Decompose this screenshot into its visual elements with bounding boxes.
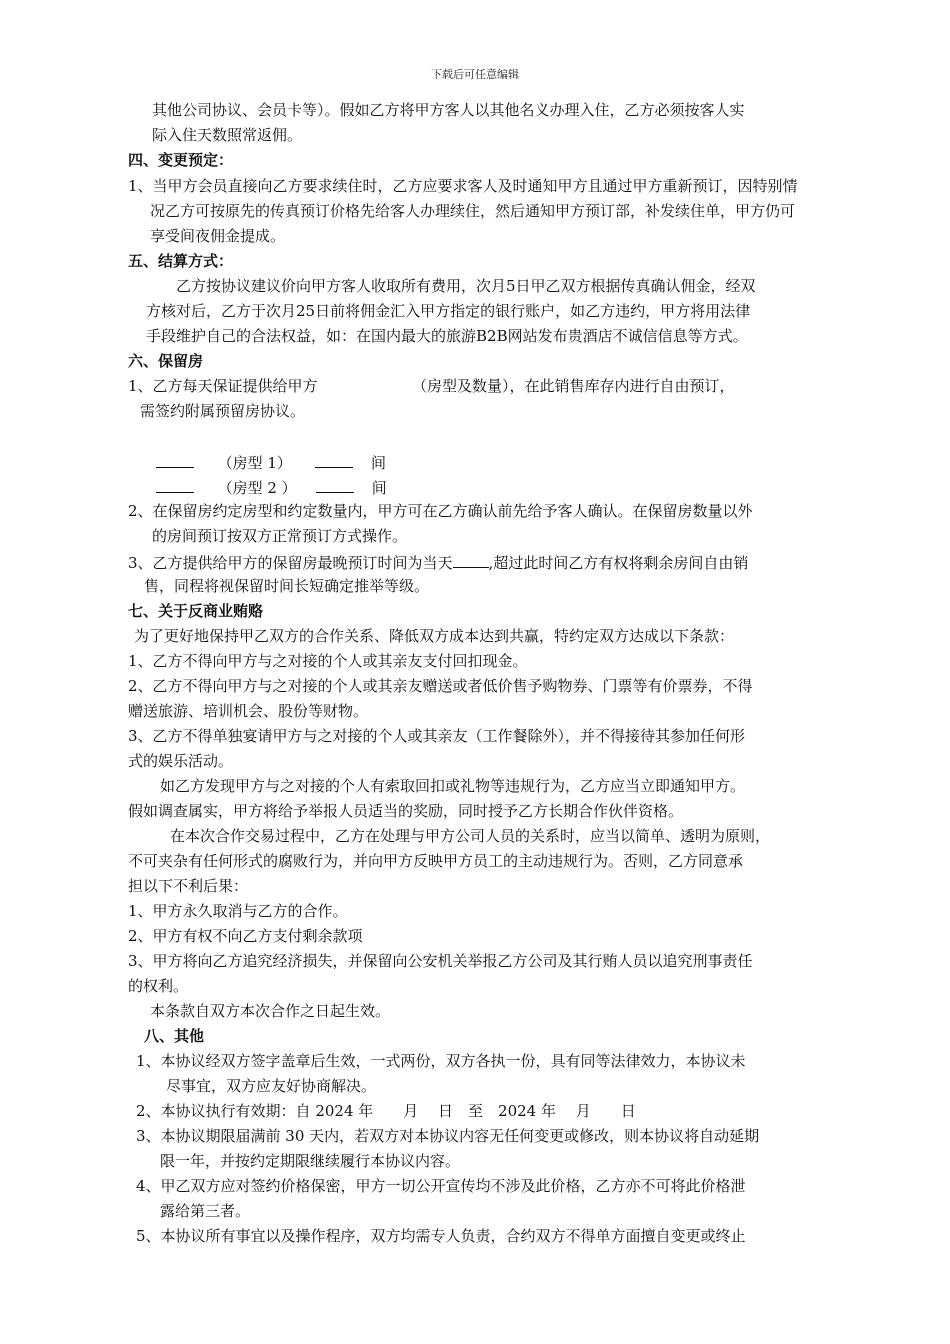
para-line: （房型及数量），在此销售库存内进行自由预订，: [412, 377, 735, 395]
para-line: 露给第三者。: [160, 1202, 251, 1220]
para-line: 1、本协议经双方签字盖章后生效，一式两份，双方各执一份，具有同等法律效力，本协议未: [136, 1052, 746, 1070]
blank-field[interactable]: [453, 551, 489, 568]
section-heading: 五、结算方式：: [128, 252, 234, 270]
para-line: 2、乙方不得向甲方与之对接的个人或其亲友赠送或者低价售予购物券、门票等有价票券，不得: [128, 677, 753, 695]
para-line: 的房间预订按双方正常预订方式操作。: [152, 527, 408, 545]
para-line: 担以下不利后果：: [128, 877, 249, 895]
unit-label: 间: [371, 479, 387, 497]
para-line: 况乙方可按原先的传真预订价格先给客人办理续住，然后通知甲方预订部，补发续住单，甲方仍可: [150, 202, 796, 220]
para-line: 在本次合作交易过程中，乙方在处理与甲方公司人员的关系时，应当以简单、透明为原则，: [170, 827, 771, 845]
para-line: 1、当甲方会员直接向乙方要求续住时，乙方应要求客人及时通知甲方且通过甲方重新预订，因特别情: [128, 177, 798, 195]
para-line: 1、乙方不得向甲方与之对接的个人或其亲友支付回扣现金。: [128, 652, 528, 670]
para-line: 售，同程将视保留时间长短确定推举等级。: [144, 577, 430, 595]
para-line: 1、甲方永久取消与乙方的合作。: [128, 902, 348, 920]
para-line: 本条款自双方本次合作之日起生效。: [150, 1002, 391, 1020]
para-line: 际入住天数照常返佣。: [152, 126, 303, 144]
para-line: 1、乙方每天保证提供给甲方: [128, 377, 318, 395]
para-line: 5、本协议所有事宜以及操作程序，双方均需专人负责，合约双方不得单方面擅自变更或终止: [136, 1227, 746, 1245]
para-line: 其他公司协议、会员卡等）。假如乙方将甲方客人以其他名义办理入住，乙方必须按客人实: [152, 101, 745, 119]
para-line: 尽事宜，双方应友好协商解决。: [166, 1077, 377, 1095]
para-line: 享受间夜佣金提成。: [150, 227, 286, 245]
para-line: 如乙方发现甲方与之对接的个人有索取回扣或礼物等违规行为，乙方应当立即通知甲方。: [160, 777, 746, 795]
blank-field[interactable]: [156, 476, 194, 493]
section-heading: 四、变更预定：: [128, 151, 234, 169]
room-type-label: （房型 1）: [217, 454, 292, 472]
para-line: 2、在保留房约定房型和约定数量内，甲方可在乙方确认前先给予客人确认。在保留房数量以外: [128, 502, 753, 520]
para-line: 3、乙方不得单独宴请甲方与之对接的个人或其亲友（工作餐除外），并不得接待其参加任何形: [128, 727, 746, 745]
page-header: 下载后可任意编辑: [431, 68, 519, 81]
para-text: ,超过此时间乙方有权将剩余房间自由销: [488, 554, 749, 572]
para-line: 限一年，并按约定期限继续履行本协议内容。: [160, 1152, 461, 1170]
para-line: 的权利。: [128, 977, 189, 995]
blank-field[interactable]: [316, 476, 354, 493]
para-line: [128, 551, 748, 573]
unit-label: 间: [371, 454, 387, 472]
section-heading: 六、保留房: [128, 352, 204, 370]
room-row: [156, 451, 386, 473]
blank-field[interactable]: [315, 451, 353, 468]
blank-field[interactable]: [156, 451, 194, 468]
room-type-label: （房型 2 ）: [217, 479, 297, 497]
para-line: 假如调查属实，甲方将给予举报人员适当的奖励，同时授予乙方长期合作伙伴资格。: [128, 802, 684, 820]
para-line: 手段维护自己的合法权益，如：在国内最大的旅游B2B网站发布贵酒店不诚信信息等方式。: [146, 327, 748, 345]
para-line: 乙方按协议建议价向甲方客人收取所有费用，次月5日甲乙双方根据传真确认佣金，经双: [176, 277, 756, 295]
room-row: [156, 476, 387, 498]
section-heading: 八、其他: [144, 1027, 205, 1045]
para-line: 3、本协议期限届满前 30 天内，若双方对本协议内容无任何变更或修改，则本协议将自动延期: [136, 1127, 760, 1145]
para-line: 2、甲方有权不向乙方支付剩余款项: [128, 927, 363, 945]
para-line: 赠送旅游、培训机会、股份等财物。: [128, 702, 369, 720]
para-line: 需签约附属预留房协议。: [140, 402, 306, 420]
para-line: 为了更好地保持甲乙双方的合作关系、降低双方成本达到共赢，特约定双方达成以下条款：: [134, 627, 735, 645]
para-line: 方核对后，乙方于次月25日前将佣金汇入甲方指定的银行账户，如乙方违约，甲方将用法律: [146, 302, 751, 320]
para-text: 3、乙方提供给甲方的保留房最晚预订时间为当天: [128, 554, 453, 572]
para-line: 4、甲乙双方应对签约价格保密，甲方一切公开宣传均不涉及此价格，乙方亦不可将此价格泄: [136, 1177, 746, 1195]
section-heading: 七、关于反商业贿赂: [128, 602, 264, 620]
para-line: 不可夹杂有任何形式的腐败行为，并向甲方反映甲方员工的主动违规行为。否则，乙方同意承: [128, 852, 744, 870]
para-line: 式的娱乐活动。: [128, 752, 234, 770]
para-line: 2、本协议执行有效期：自 2024 年 月 日 至 2024 年 月 日: [136, 1102, 636, 1120]
para-line: 3、甲方将向乙方追究经济损失，并保留向公安机关举报乙方公司及其行贿人员以追究刑事责任: [128, 952, 753, 970]
